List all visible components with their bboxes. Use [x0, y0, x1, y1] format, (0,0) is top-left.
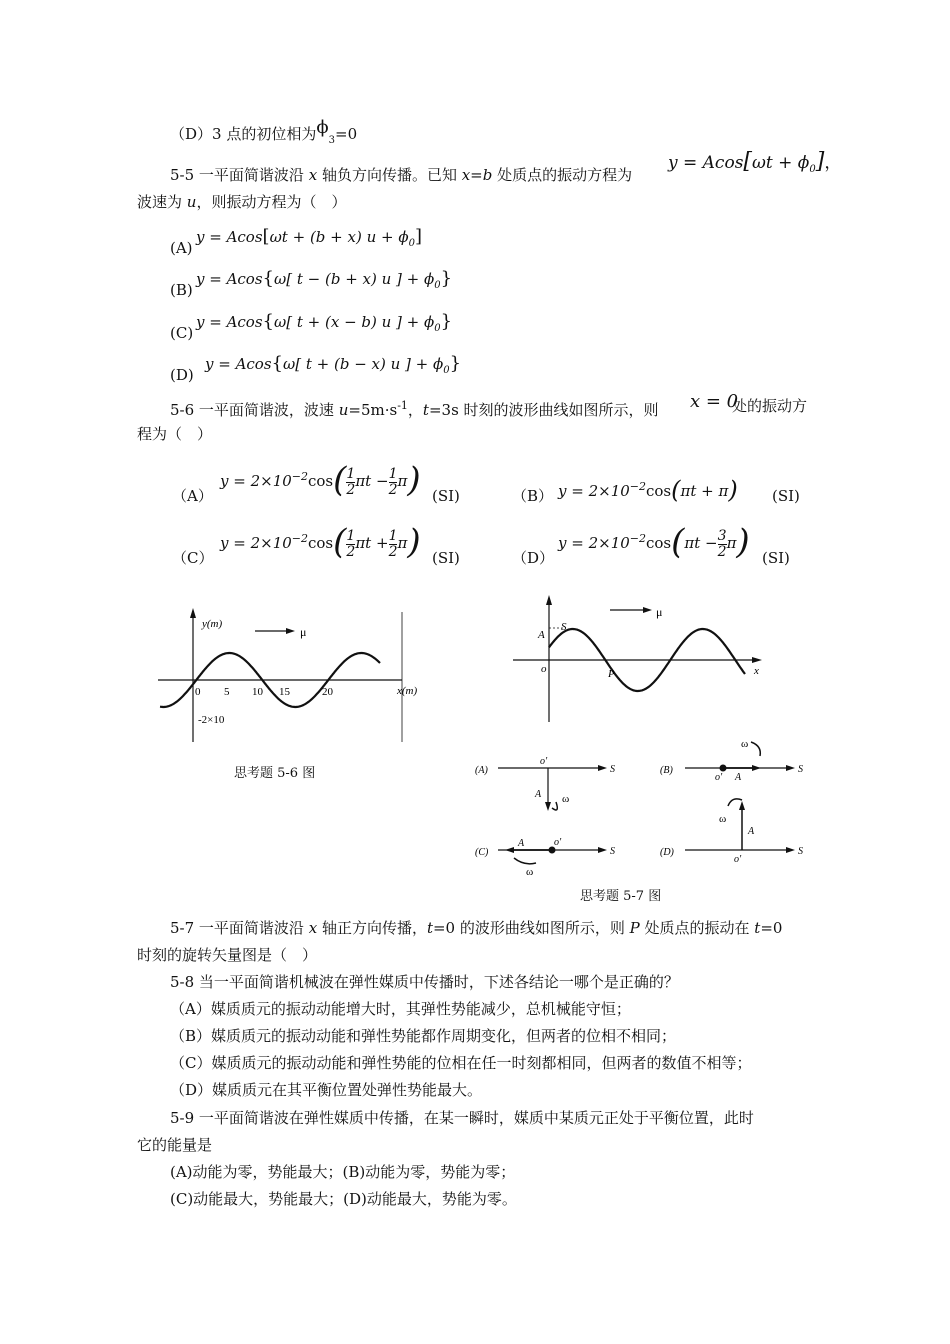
superscript: −2 — [291, 532, 308, 545]
superscript: −2 — [629, 532, 646, 545]
subscript: 3 — [328, 135, 335, 146]
velocity-arrowhead — [643, 607, 652, 613]
superscript: −2 — [291, 470, 308, 483]
q55-option-equation — [196, 309, 452, 342]
question-5-8-option-d: （D）媒质质元在其平衡位置处弹性势能最大。 — [170, 1081, 483, 1099]
subscript: 0 — [434, 323, 441, 334]
y-label: y(m) — [202, 618, 223, 630]
eq-body: πt + π — [680, 482, 729, 500]
q56-option-b-eq — [558, 470, 738, 509]
question-5-7-line2: 时刻的旋转矢量图是（ ） — [137, 946, 318, 964]
velocity-arrowhead — [286, 628, 295, 634]
y-axis-arrow — [190, 608, 196, 618]
paren: ( — [333, 460, 347, 500]
fraction — [718, 529, 727, 560]
bracket: } — [440, 311, 453, 332]
question-5-5-line1 — [170, 165, 632, 185]
text: =0 — [760, 919, 783, 937]
bracket: ] — [815, 149, 825, 174]
eq-body: ω[ t + (x − b) u ] + ϕ — [274, 313, 435, 331]
vector-arrow — [545, 802, 551, 811]
q56-option-b-label: （B） — [512, 487, 554, 505]
axis-arrow — [598, 765, 607, 771]
var-p: P — [629, 919, 640, 937]
p-label: P — [608, 668, 615, 680]
var-xb: x=b — [461, 166, 493, 184]
eq-body: ω[ t + (b − x) u ] + ϕ — [283, 355, 444, 373]
eq-body: ωt + (b + x) u + ϕ — [269, 228, 409, 246]
option-label: (C) — [475, 847, 489, 858]
omega-label: ω — [741, 738, 749, 750]
eq-pre: y = 2×10 — [220, 534, 292, 552]
bracket: [ — [262, 226, 270, 247]
text: ，则振动方程为（ ） — [196, 193, 347, 211]
denominator: 2 — [346, 543, 356, 560]
q56-option-b-si: (SI) — [772, 487, 800, 505]
tick-label: 20 — [322, 686, 333, 698]
cos: cos — [646, 534, 672, 552]
rotation-arc — [728, 799, 742, 806]
velocity-label: μ — [656, 605, 663, 619]
amplitude-label: -2×10 — [198, 714, 225, 726]
q55-option-equation — [196, 266, 452, 299]
pi: π — [397, 534, 408, 552]
tick-label: 10 — [252, 686, 263, 698]
origin-label: o′ — [734, 854, 742, 865]
axis-arrow — [598, 847, 607, 853]
tick-label: 15 — [279, 686, 290, 698]
text: =5m·s — [348, 401, 398, 419]
subscript: 0 — [809, 164, 816, 175]
rotation-option-d — [660, 799, 803, 865]
question-5-9-line1: 5-9 一平面简谐波在弹性媒质中传播，在某一瞬时，媒质中某质元正处于平衡位置，此时 — [170, 1109, 754, 1127]
y-axis-arrow — [546, 595, 552, 605]
bracket: { — [262, 268, 274, 289]
paren: ) — [407, 460, 421, 500]
vector-label: A — [748, 826, 755, 837]
q55-option-equation — [205, 351, 461, 384]
s-label: S — [561, 621, 567, 633]
q56-option-d-eq — [558, 514, 750, 569]
numerator: 3 — [717, 527, 727, 544]
vector-label: A — [518, 838, 525, 849]
bracket: { — [262, 311, 274, 332]
var-t: t — [754, 919, 761, 937]
numerator: 1 — [346, 465, 356, 482]
tick-label: 0 — [195, 686, 201, 698]
vector-label: A — [735, 772, 742, 783]
text: 5-5 一平面简谐波沿 — [170, 166, 309, 184]
question-5-8-option-b: （B）媒质质元的振动动能和弹性势能都作周期变化，但两者的位相不相同； — [170, 1027, 677, 1045]
var-u: u — [186, 193, 197, 211]
option-d-initial-phase — [170, 117, 358, 151]
q56-option-a-label: （A） — [172, 487, 213, 505]
fraction — [346, 529, 355, 560]
eq-pre: y = Acos — [205, 355, 272, 373]
question-5-9-line3: (A)动能为零，势能最大；(B)动能为零，势能为零； — [170, 1163, 516, 1181]
var-t: t — [426, 919, 433, 937]
omega-label: ω — [526, 866, 534, 878]
amplitude-label: A — [538, 629, 545, 641]
figure-5-6-caption: 思考题 5-6 图 — [234, 766, 316, 781]
text: ， — [407, 401, 423, 419]
vector-arrow — [505, 847, 514, 853]
q55-option-equation — [196, 224, 422, 257]
superscript: -1 — [397, 399, 408, 412]
eq-pre: y = 2×10 — [558, 534, 630, 552]
rotation-arc — [751, 742, 760, 756]
cos: cos — [646, 482, 672, 500]
cos: cos — [308, 534, 334, 552]
text: （D）3 点的初位相为 — [170, 125, 317, 143]
omega-label: ω — [562, 793, 570, 805]
q56-option-c-si: (SI) — [432, 549, 460, 567]
superscript: −2 — [629, 480, 646, 493]
pi: π — [397, 472, 408, 490]
figure-5-7-options — [470, 730, 820, 880]
bracket: } — [449, 353, 462, 374]
eq-pre: y = Acos — [196, 228, 263, 246]
denominator: 2 — [388, 543, 398, 560]
question-5-5-line2 — [137, 192, 346, 212]
text: 处质点的振动方程为 — [492, 166, 633, 184]
paren: ) — [736, 522, 750, 562]
question-5-8-option-a: （A）媒质质元的振动动能增大时，其弹性势能减少，总机械能守恒； — [170, 1000, 631, 1018]
question-5-6-line1 — [170, 396, 659, 420]
fraction — [346, 467, 355, 498]
subscript: 0 — [443, 365, 450, 376]
paren: ) — [728, 476, 738, 504]
eq-lhs: y = Acos — [668, 153, 744, 173]
rotation-option-c — [475, 837, 615, 878]
rotation-option-a — [475, 756, 615, 811]
bracket: [ — [743, 149, 753, 174]
paren: ( — [333, 522, 347, 562]
q55-option-label: (A) — [170, 239, 193, 257]
q56-option-c-label: （C） — [172, 549, 214, 567]
s-label: S — [610, 846, 615, 857]
q56-option-d-si: (SI) — [762, 549, 790, 567]
bracket: ] — [414, 226, 422, 247]
eq-pre: y = Acos — [196, 270, 263, 288]
question-5-6-line2: 程为（ ） — [137, 425, 213, 443]
paren: ( — [671, 476, 681, 504]
vector-label: A — [535, 789, 542, 800]
figure-5-7-caption: 思考题 5-7 图 — [580, 889, 662, 904]
x-label: x — [754, 665, 759, 677]
eq-body: ωt + ϕ — [752, 153, 810, 173]
figure-5-7-wave — [505, 590, 775, 730]
text: 波速为 — [137, 193, 187, 211]
denominator: 2 — [346, 481, 356, 498]
question-5-9-line2: 它的能量是 — [137, 1136, 213, 1154]
origin-label: o′ — [715, 772, 723, 783]
eq-term: πt − — [355, 472, 389, 490]
denominator: 2 — [388, 481, 398, 498]
cos: cos — [308, 472, 334, 490]
option-label: (A) — [475, 765, 488, 776]
axis-arrow — [786, 765, 795, 771]
text: 5-6 一平面简谐波，波速 — [170, 401, 339, 419]
text: 5-7 一平面简谐波沿 — [170, 919, 309, 937]
q55-option-label: (D) — [170, 366, 194, 384]
subscript: 0 — [434, 280, 441, 291]
axis-arrow — [786, 847, 795, 853]
x-equals-zero: x = 0 — [690, 391, 739, 412]
phi-symbol: ϕ — [316, 117, 329, 138]
origin-label: o′ — [540, 756, 548, 767]
pi: π — [726, 534, 737, 552]
x-axis-arrow — [752, 657, 762, 663]
numerator: 1 — [388, 465, 398, 482]
eq-term: πt − — [684, 534, 718, 552]
tick-label: 5 — [224, 686, 230, 698]
option-label: (D) — [660, 847, 674, 858]
rotation-arc — [514, 858, 536, 864]
text: 轴负方向传播。已知 — [317, 166, 462, 184]
paren: ) — [407, 522, 421, 562]
q56-option-c-eq — [220, 514, 421, 569]
subscript: 0 — [408, 238, 415, 249]
text: 轴正方向传播， — [317, 919, 427, 937]
rotation-option-b — [660, 738, 803, 783]
question-5-8-title: 5-8 当一平面简谐机械波在弹性媒质中传播时，下述各结论一哪个是正确的？ — [170, 973, 679, 991]
eq-body: ω[ t − (b + x) u ] + ϕ — [274, 270, 435, 288]
s-label: S — [610, 764, 615, 775]
q56-option-a-eq — [220, 452, 421, 507]
question-5-9-line4: (C)动能最大，势能最大；(D)动能最大，势能为零。 — [170, 1190, 517, 1208]
q56-option-d-label: （D） — [512, 549, 555, 567]
bracket: { — [271, 353, 283, 374]
eq-pre: y = Acos — [196, 313, 263, 331]
bracket: } — [440, 268, 453, 289]
q55-option-label: (B) — [170, 281, 193, 299]
omega-label: ω — [719, 813, 727, 825]
velocity-label: μ — [300, 625, 307, 639]
question-5-6-line1-end: 处的振动方 — [732, 397, 808, 415]
question-5-7-line1 — [170, 918, 782, 938]
rotation-arc — [552, 802, 557, 810]
var-t: t — [422, 401, 429, 419]
var-u: u — [338, 401, 349, 419]
text: 处质点的振动在 — [639, 919, 755, 937]
origin-label: o′ — [554, 837, 562, 848]
var-x: x — [308, 166, 318, 184]
text: =0 的波形曲线如图所示，则 — [432, 919, 630, 937]
paren: ( — [671, 522, 685, 562]
question-5-8-option-c: （C）媒质质元的振动动能和弹性势能的位相在任一时刻都相同，但两者的数值不相等； — [170, 1054, 752, 1072]
eq-term: πt + — [355, 534, 389, 552]
vector-arrow — [739, 801, 745, 810]
eq-pre: y = 2×10 — [220, 472, 292, 490]
q56-option-a-si: (SI) — [432, 487, 460, 505]
numerator: 1 — [346, 527, 356, 544]
x-label: x(m) — [397, 685, 418, 697]
text: ， — [824, 153, 842, 173]
text: =3s 时刻的波形曲线如图所示，则 — [428, 401, 659, 419]
question-5-5-equation — [668, 149, 842, 180]
text: =0 — [335, 125, 358, 143]
denominator: 2 — [717, 543, 727, 560]
option-label: (B) — [660, 765, 673, 776]
origin-label: o — [541, 663, 547, 675]
eq-pre: y = 2×10 — [558, 482, 630, 500]
q55-option-label: (C) — [170, 324, 194, 342]
var-x: x — [308, 919, 318, 937]
s-label: S — [798, 846, 803, 857]
vector-arrow — [752, 765, 761, 771]
numerator: 1 — [388, 527, 398, 544]
s-label: S — [798, 764, 803, 775]
